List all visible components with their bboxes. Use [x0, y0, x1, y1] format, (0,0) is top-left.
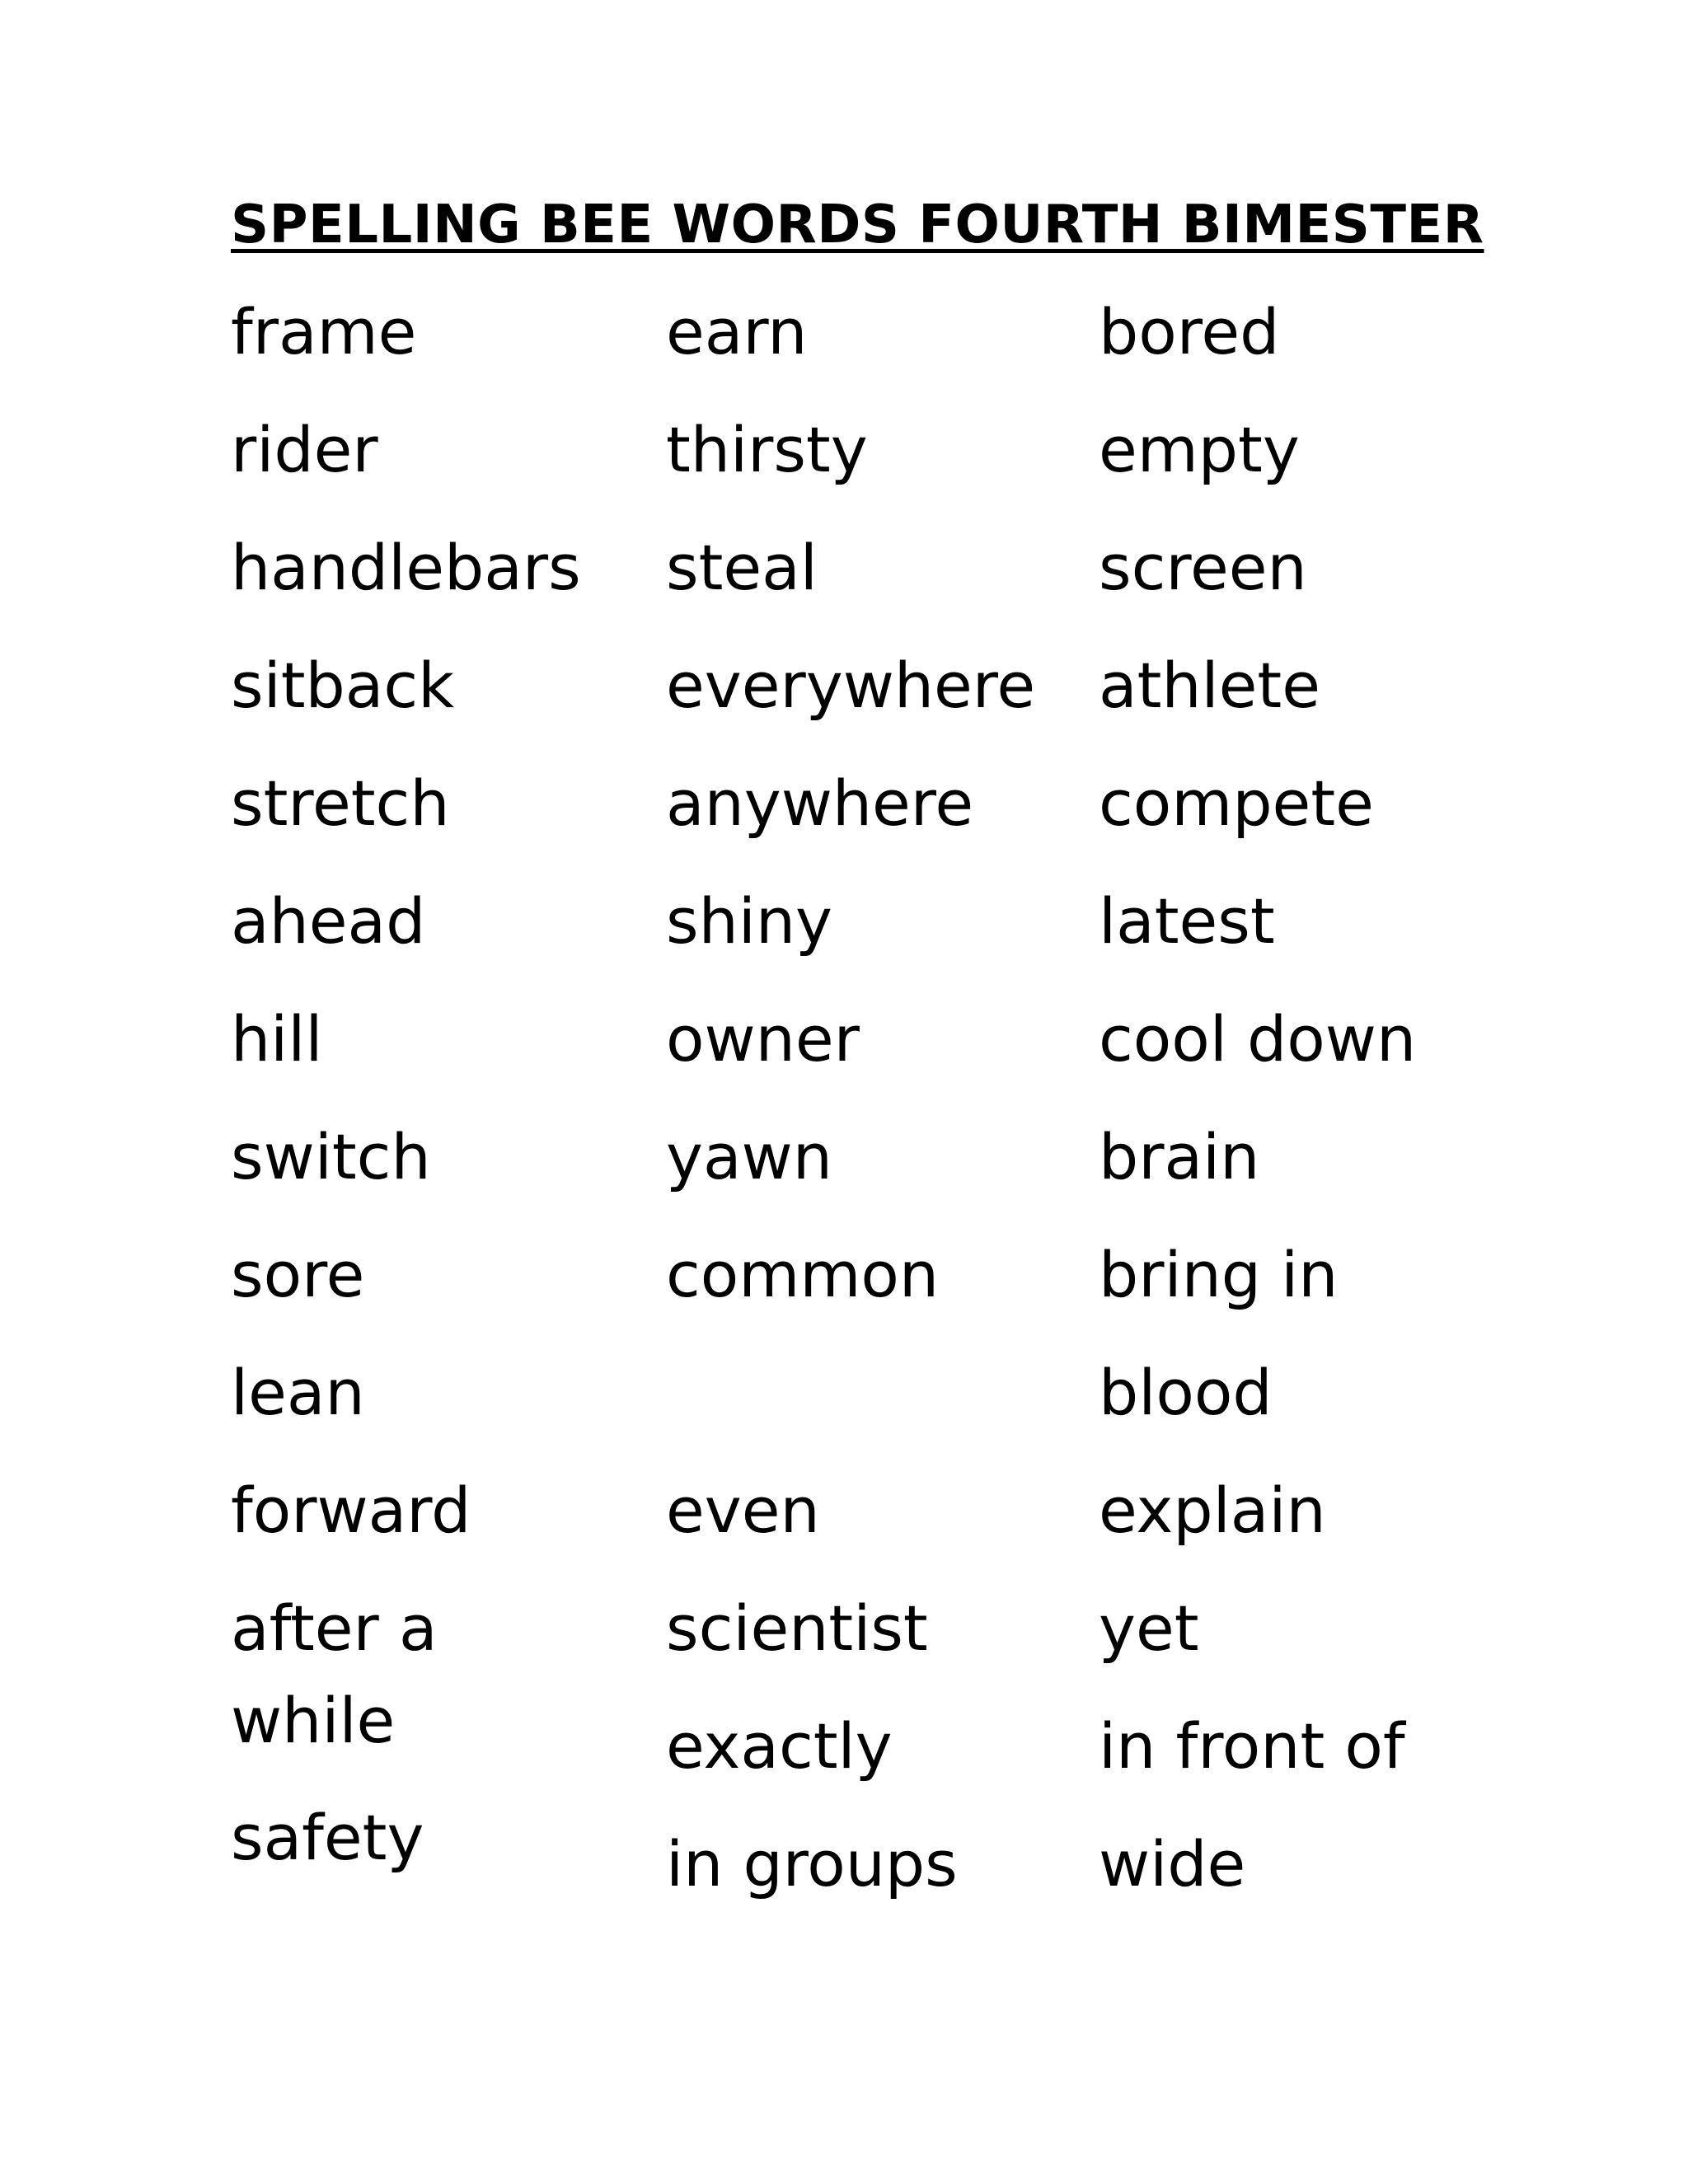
- word-item: common: [666, 1238, 940, 1311]
- word-item: yawn: [666, 1120, 832, 1193]
- word-item: bring in: [1099, 1238, 1339, 1311]
- word-item: shiny: [666, 884, 833, 958]
- word-item: yet: [1099, 1591, 1199, 1665]
- word-item: even: [666, 1474, 820, 1547]
- word-item: rider: [231, 413, 378, 486]
- word-item: athlete: [1099, 649, 1320, 722]
- word-item: stretch: [231, 766, 450, 840]
- word-item: everywhere: [666, 649, 1036, 722]
- word-item: exactly: [666, 1709, 893, 1783]
- word-item: earn: [666, 295, 808, 368]
- word-item: steal: [666, 531, 818, 604]
- word-item: sitback: [231, 649, 455, 722]
- word-item: handlebars: [231, 531, 581, 604]
- word-item: safety: [231, 1801, 424, 1874]
- word-item: wide: [1099, 1827, 1246, 1900]
- word-item: owner: [666, 1002, 860, 1076]
- word-item: thirsty: [666, 413, 868, 486]
- word-item: lean: [231, 1356, 365, 1429]
- word-item: sore: [231, 1238, 365, 1311]
- page-title: SPELLING BEE WORDS FOURTH BIMESTER: [231, 194, 1484, 255]
- word-item: after a: [231, 1591, 438, 1665]
- word-item: frame: [231, 295, 417, 368]
- word-item: while: [231, 1684, 396, 1757]
- word-item: ahead: [231, 884, 426, 958]
- word-item: switch: [231, 1120, 431, 1193]
- word-item: latest: [1099, 884, 1275, 958]
- word-item: in groups: [666, 1827, 958, 1900]
- word-item: empty: [1099, 413, 1300, 486]
- word-item: forward: [231, 1474, 471, 1547]
- word-item: bored: [1099, 295, 1280, 368]
- word-item: brain: [1099, 1120, 1260, 1193]
- word-item: scientist: [666, 1591, 928, 1665]
- word-item: anywhere: [666, 766, 974, 840]
- word-item: cool down: [1099, 1002, 1417, 1076]
- word-item: screen: [1099, 531, 1307, 604]
- word-item: explain: [1099, 1474, 1326, 1547]
- word-item: in front of: [1099, 1709, 1405, 1783]
- word-item: blood: [1099, 1356, 1273, 1429]
- word-item: hill: [231, 1002, 323, 1076]
- word-item: compete: [1099, 766, 1374, 840]
